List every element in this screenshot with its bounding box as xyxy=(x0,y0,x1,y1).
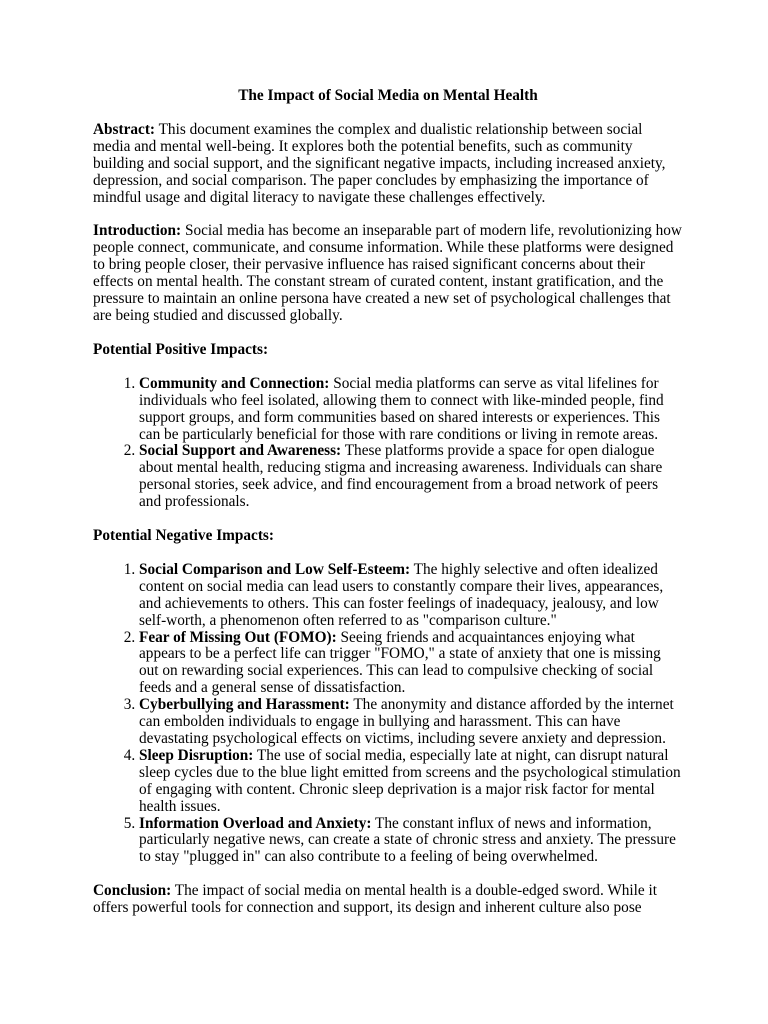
conclusion-text: The impact of social media on mental health is a double-edged sword. While it offers powerful tools for connection and support, its design and inherent culture also pose xyxy=(93,882,658,917)
list-item-label: Social Comparison and Low Self-Esteem: xyxy=(139,560,411,578)
introduction-paragraph xyxy=(93,223,683,324)
conclusion-paragraph xyxy=(93,883,683,917)
list-item xyxy=(139,443,683,511)
list-item-text: The anonymity and distance afforded by the internet can embolden individuals to engage in bullying and harassment. This can have devastating psychological effects on victims, including severe anxiety and depression. xyxy=(139,696,674,747)
list-item-text: The constant influx of news and information, particularly negative news, can create a state of chronic stress and anxiety. The pressure to stay "plugged in" can also contribute to a feeling of being overwhelmed. xyxy=(139,814,676,866)
positive-impacts-list xyxy=(93,376,683,511)
list-item xyxy=(139,697,683,748)
list-item-label: Information Overload and Anxiety: xyxy=(139,814,372,832)
list-item-label: Cyberbullying and Harassment: xyxy=(139,696,350,714)
list-item-text: These platforms provide a space for open dialogue about mental health, reducing stigma and increasing awareness. Individuals can share personal stories, seek advice, and find encouragement from a broad network of peers and professionals. xyxy=(139,442,663,511)
introduction-label: Introduction: xyxy=(93,222,182,240)
list-item xyxy=(139,630,683,698)
list-item-label: Sleep Disruption: xyxy=(139,746,254,764)
abstract-label: Abstract: xyxy=(93,120,156,138)
list-item-text: Seeing friends and acquaintances enjoying what appears to be a perfect life can trigger "FOMO," a state of anxiety that one is missing out on rewarding social experiences. This can lead to compulsive checking of social feeds and a general sense of dissatisfaction. xyxy=(139,628,661,697)
negative-impacts-heading: Potential Negative Impacts: xyxy=(93,527,274,545)
list-item xyxy=(139,376,683,444)
list-item-text: The use of social media, especially late at night, can disrupt natural sleep cycles due to the blue light emitted from screens and the psychological stimulation of engaging with content. Chronic sleep deprivation is a major risk factor for mental health issues. xyxy=(139,746,681,815)
list-item-label: Social Support and Awareness: xyxy=(139,442,342,460)
list-item xyxy=(139,748,683,816)
document-title: The Impact of Social Media on Mental Health xyxy=(238,87,538,104)
list-item xyxy=(139,562,683,630)
list-item-label: Community and Connection: xyxy=(139,374,330,392)
list-item xyxy=(139,816,683,867)
positive-impacts-heading: Potential Positive Impacts: xyxy=(93,340,269,358)
list-item-text: The highly selective and often idealized content on social media can lead users to constantly compare their lives, appearances, and achievements to others. This can foster feelings of inadequacy, jealousy, and low self-worth, a phenomenon often referred to as "comparison culture." xyxy=(139,560,664,629)
abstract-text: This document examines the complex and dualistic relationship between social media and mental well-being. It explores both the potential benefits, such as community building and social support, and the significant negative impacts, including increased anxiety, depression, and social comparison. The paper concludes by emphasizing the importance of mindful usage and digital literacy to navigate these challenges effectively. xyxy=(93,120,666,206)
conclusion-label: Conclusion: xyxy=(93,882,172,900)
negative-impacts-list xyxy=(93,562,683,866)
list-item-label: Fear of Missing Out (FOMO): xyxy=(139,628,337,646)
abstract-paragraph xyxy=(93,122,683,207)
document-page xyxy=(93,88,683,934)
introduction-text: Social media has become an inseparable part of modern life, revolutionizing how people connect, communicate, and consume information. While these platforms were designed to bring people closer, their pervasive influence has raised significant concerns about their effects on mental health. The constant stream of curated content, instant gratification, and the pressure to maintain an online persona have created a new set of psychological challenges that are being studied and discussed globally. xyxy=(93,222,682,324)
list-item-text: Social media platforms can serve as vital lifelines for individuals who feel isolated, allowing them to connect with like-minded people, find support groups, and form communities based on shared interests or experiences. This can be particularly beneficial for those with rare conditions or living in remote areas. xyxy=(139,374,664,443)
